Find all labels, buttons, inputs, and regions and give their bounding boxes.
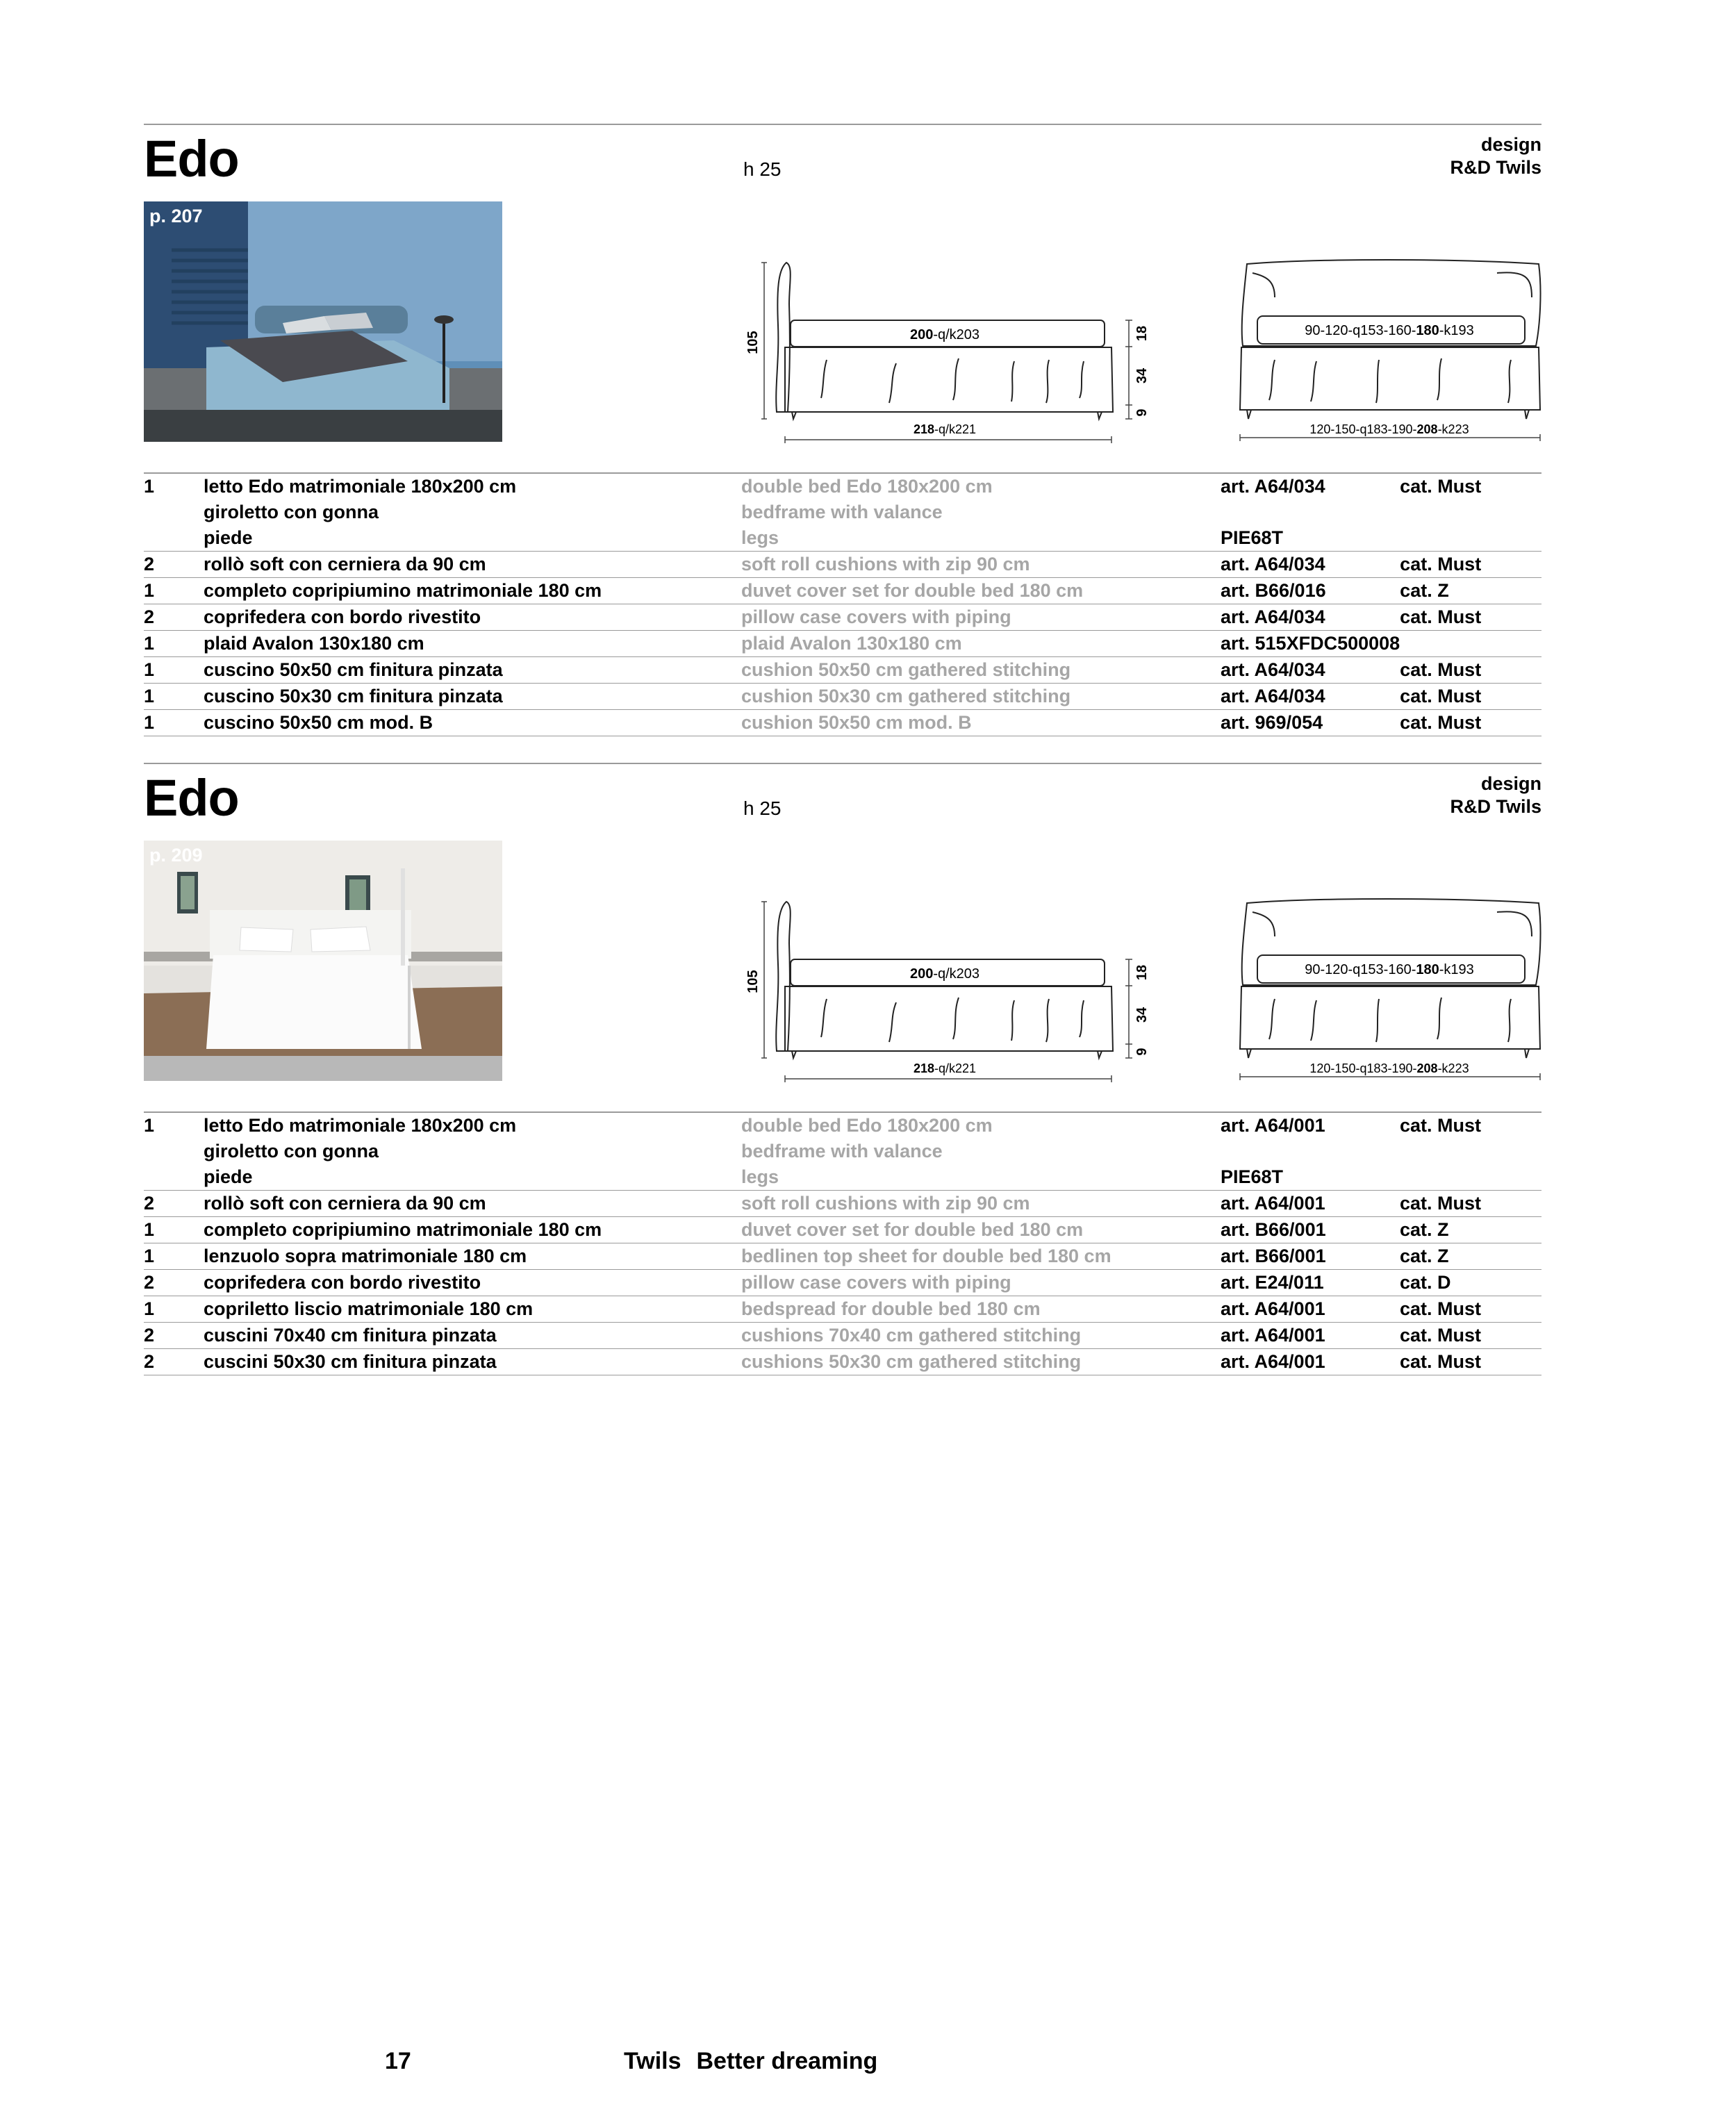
footer-brand: [624, 2048, 893, 2075]
table-row: 2 cuscini 70x40 cm finitura pinzata cushions 70x40 cm gathered stitching art. A64/001 cat. Must: [144, 1323, 1541, 1349]
table-row: 1 copriletto liscio matrimoniale 180 cm bedspread for double bed 180 cm art. A64/001 cat. Must: [144, 1296, 1541, 1323]
front-view-drawing: [1233, 249, 1546, 443]
components-table: [144, 1111, 1541, 1375]
dim-width-outer: 120-150-q183-190-208-k223: [1309, 422, 1469, 436]
section-divider: [144, 763, 1541, 764]
designer-name: R&D Twils: [1450, 157, 1541, 178]
design-credit: [1450, 133, 1541, 179]
table-row: 1 cuscino 50x50 cm mod. B cushion 50x50 cm mod. B art. 969/054 cat. Must: [144, 710, 1541, 736]
table-row: 1 completo copripiumino matrimoniale 180 cm duvet cover set for double bed 180 cm art. B66/016 cat. Z: [144, 578, 1541, 604]
table-row: 1 completo copripiumino matrimoniale 180 cm duvet cover set for double bed 180 cm art. B66/001 cat. Z: [144, 1217, 1541, 1243]
dim-width-outer: 120-150-q183-190-208-k223: [1309, 1061, 1469, 1075]
product-height: h 25: [743, 797, 782, 819]
table-row: 2 coprifedera con bordo rivestito pillow case covers with piping art. A64/034 cat. Must: [144, 604, 1541, 631]
page-reference: p. 207: [149, 206, 203, 226]
brand-tagline: Better dreaming: [696, 2048, 878, 2074]
front-view-drawing: [1233, 888, 1546, 1082]
table-row: 1 cuscino 50x30 cm finitura pinzata cushion 50x30 cm gathered stitching art. A64/034 cat. Must: [144, 684, 1541, 710]
white-bedroom-image: [144, 841, 502, 1081]
dim-18: 18: [1134, 964, 1150, 981]
table-row: 1 plaid Avalon 130x180 cm plaid Avalon 130x180 cm art. 515XFDC500008: [144, 631, 1541, 657]
table-row: 1 letto Edo matrimoniale 180x200 cm double bed Edo 180x200 cm art. A64/034 cat. Must: [144, 473, 1541, 499]
table-row: 2 rollò soft con cerniera da 90 cm soft roll cushions with zip 90 cm art. A64/034 cat. Must: [144, 552, 1541, 578]
table-row: 2 rollò soft con cerniera da 90 cm soft roll cushions with zip 90 cm art. A64/001 cat. Must: [144, 1191, 1541, 1217]
brand-name: Twils: [624, 2048, 681, 2074]
dim-width-inner: 90-120-q153-160-180-k193: [1305, 323, 1474, 338]
dim-length-inner: 200-q/k203: [909, 966, 980, 982]
design-credit: [1450, 772, 1541, 818]
table-row: 2 coprifedera con bordo rivestito pillow case covers with piping art. E24/011 cat. D: [144, 1270, 1541, 1296]
dim-height-105: 105: [745, 970, 761, 993]
design-label: design: [1480, 134, 1541, 155]
dim-34: 34: [1134, 1007, 1150, 1023]
dim-length-inner: 200-q/k203: [909, 327, 980, 342]
product-height: h 25: [743, 158, 782, 180]
side-view-drawing: [736, 249, 1271, 443]
product-title: Edo: [144, 130, 239, 188]
blue-bedroom-image: [144, 201, 502, 442]
table-row: 1 letto Edo matrimoniale 180x200 cm double bed Edo 180x200 cm art. A64/001 cat. Must: [144, 1112, 1541, 1139]
side-view-drawing: [736, 888, 1271, 1082]
table-row: 1 lenzuolo sopra matrimoniale 180 cm bedlinen top sheet for double bed 180 cm art. B66/001 cat. Z: [144, 1243, 1541, 1270]
dim-34: 34: [1134, 367, 1150, 384]
page-reference: p. 209: [149, 845, 203, 866]
table-row: 2 cuscini 50x30 cm finitura pinzata cushions 50x30 cm gathered stitching art. A64/001 cat. Must: [144, 1349, 1541, 1375]
dim-height-105: 105: [745, 331, 761, 354]
product-title: Edo: [144, 769, 239, 827]
dim-9: 9: [1134, 408, 1150, 417]
product-photo: [144, 841, 502, 1081]
table-row: piede legs PIE68T: [144, 525, 1541, 552]
dim-length-outer: 218-q/k221: [913, 422, 977, 436]
dim-width-inner: 90-120-q153-160-180-k193: [1305, 962, 1474, 977]
table-row: giroletto con gonna bedframe with valance: [204, 502, 943, 522]
section-divider: [144, 124, 1541, 125]
table-row: giroletto con gonna bedframe with valance: [204, 1141, 943, 1161]
table-row: piede legs PIE68T: [144, 1164, 1541, 1191]
components-table: [144, 472, 1541, 736]
dim-9: 9: [1134, 1048, 1150, 1056]
product-photo: [144, 201, 502, 442]
table-row: 1 cuscino 50x50 cm finitura pinzata cushion 50x50 cm gathered stitching art. A64/034 cat. Must: [144, 657, 1541, 684]
dim-18: 18: [1134, 325, 1150, 342]
dim-length-outer: 218-q/k221: [913, 1061, 977, 1075]
design-label: design: [1480, 773, 1541, 794]
designer-name: R&D Twils: [1450, 796, 1541, 817]
page-number: 17: [385, 2048, 411, 2074]
